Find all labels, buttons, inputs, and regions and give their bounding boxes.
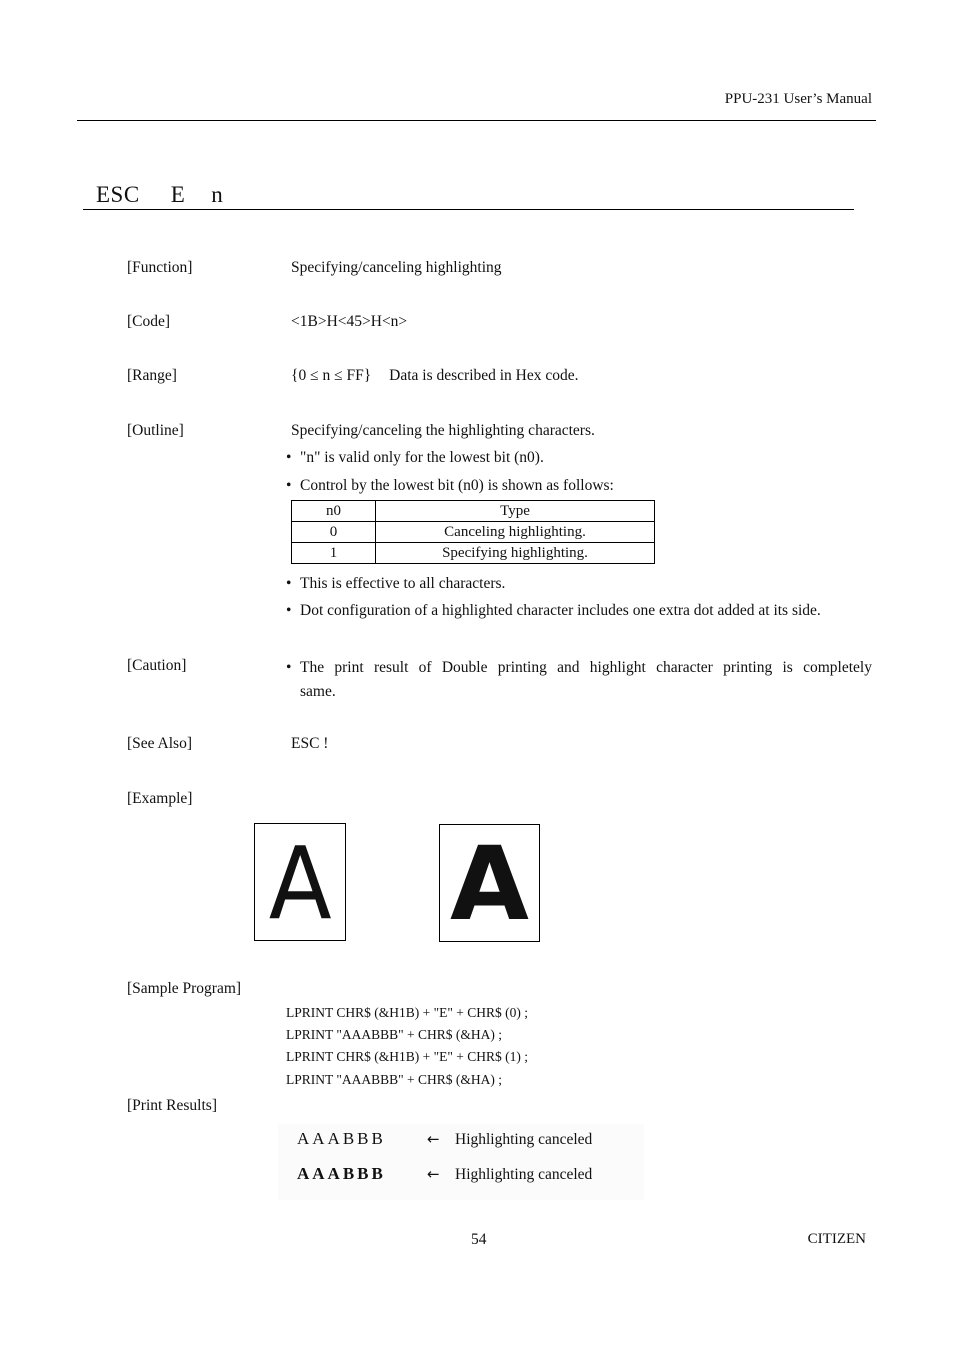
- range-text: {0 ≤ n ≤ FF}: [291, 367, 372, 384]
- print-results-label: [Print Results]: [127, 1097, 217, 1114]
- page-number: 54: [471, 1231, 487, 1248]
- program-line: LPRINT CHR$ (&H1B) + "E" + CHR$ (1) ;: [286, 1049, 529, 1064]
- command-title-e: E: [170, 182, 186, 207]
- manual-title: PPU-231 User’s Manual: [724, 91, 872, 107]
- header-rule: [77, 120, 876, 121]
- bullet-icon: •: [286, 602, 292, 619]
- bullet-icon: •: [286, 477, 292, 494]
- code-label: [Code]: [127, 313, 171, 330]
- table-cell: 0: [292, 522, 376, 543]
- table-cell: Specifying highlighting.: [376, 543, 655, 564]
- table-header-cell: n0: [292, 501, 376, 522]
- print-result-chars: AAABBB: [297, 1164, 386, 1183]
- outline-bullet: [286, 477, 614, 495]
- outline-bullet: [286, 449, 544, 467]
- table-header-cell: Type: [376, 501, 655, 522]
- range-label: [Range]: [127, 367, 177, 384]
- program-line: LPRINT "AAABBB" + CHR$ (&HA) ;: [286, 1027, 503, 1042]
- outline-text: Specifying/canceling the highlighting characters.: [291, 422, 595, 439]
- caution-text: [286, 656, 872, 704]
- code-text: <1B>H<45>H<n>: [291, 313, 408, 330]
- sample-program-label: [Sample Program]: [127, 980, 242, 997]
- table-row: [292, 522, 655, 543]
- example-highlighted-a-box: [439, 824, 540, 942]
- caution-label: [Caution]: [127, 657, 187, 674]
- bullet-icon: •: [286, 659, 292, 676]
- n0-type-table: [291, 500, 655, 564]
- outline-bullet-text: This is effective to all characters.: [300, 575, 506, 592]
- print-result-note: Highlighting canceled: [455, 1166, 593, 1183]
- footer-brand: CITIZEN: [807, 1231, 866, 1247]
- table-row: [292, 543, 655, 564]
- see-also-label: [See Also]: [127, 735, 193, 752]
- outline-bullet-text: Dot configuration of a highlighted character includes one extra dot added at its side.: [300, 602, 821, 619]
- outline-label: [Outline]: [127, 422, 184, 439]
- left-arrow-icon: ←: [427, 1165, 440, 1183]
- function-text: Specifying/canceling highlighting: [291, 259, 502, 276]
- table-cell: 1: [292, 543, 376, 564]
- outline-bullet: [286, 575, 505, 593]
- program-line: LPRINT CHR$ (&H1B) + "E" + CHR$ (0) ;: [286, 1005, 529, 1020]
- left-arrow-icon: ←: [427, 1130, 440, 1148]
- print-result-chars: AAABBB: [297, 1129, 386, 1148]
- bullet-icon: •: [286, 575, 292, 592]
- command-title-n: n: [211, 182, 224, 207]
- bullet-icon: •: [286, 449, 292, 466]
- print-result-row: [297, 1129, 592, 1149]
- outline-bullet: [286, 602, 821, 620]
- title-rule: [83, 209, 854, 210]
- table-cell: Canceling highlighting.: [376, 522, 655, 543]
- example-normal-a-box: [254, 823, 346, 941]
- command-title: [96, 182, 223, 208]
- example-highlighted-a: A: [450, 825, 529, 944]
- table-header-row: [292, 501, 655, 522]
- example-normal-a: A: [268, 825, 332, 942]
- range-note: Data is described in Hex code.: [389, 367, 579, 384]
- print-result-note: Highlighting canceled: [455, 1131, 593, 1148]
- outline-bullet-text: "n" is valid only for the lowest bit (n0).: [300, 449, 544, 466]
- example-label: [Example]: [127, 790, 193, 807]
- range-value: [291, 367, 579, 385]
- function-label: [Function]: [127, 259, 193, 276]
- see-also-text: ESC !: [291, 735, 329, 752]
- print-result-row: [297, 1164, 592, 1184]
- caution-line-2: same.: [300, 683, 336, 700]
- program-line: LPRINT "AAABBB" + CHR$ (&HA) ;: [286, 1072, 503, 1087]
- caution-line-1: The print result of Double printing and highlight character printing is completely: [300, 659, 872, 676]
- outline-bullet-text: Control by the lowest bit (n0) is shown as follows:: [300, 477, 614, 494]
- command-title-esc: ESC: [96, 182, 140, 207]
